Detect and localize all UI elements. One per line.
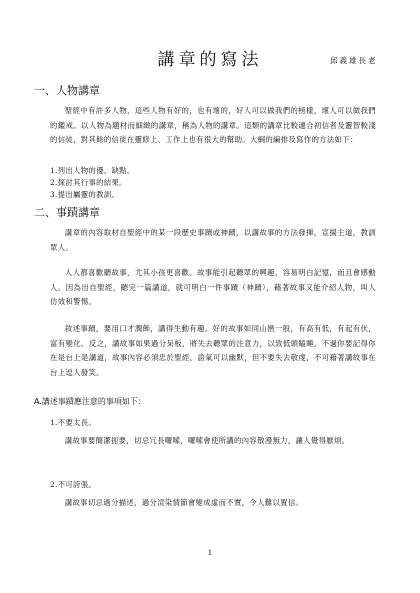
section-2-paragraph-1: 講章的內容取材自聖經中的某一段歷史事蹟或神蹟，以講故事的方法發揮，宣揚主道，教訓眾人。: [50, 228, 376, 252]
section-1-item-3: 3.提出屬靈的教訓。: [50, 190, 120, 199]
section-2-paragraph-2: 人人都喜歡聽故事，尤其小孩更喜歡。故事能引起聽眾的興趣，容易明白記憶，而且會感動人。因為出自聖經，聽完一篇講道，就可明白一件事蹟（神蹟），藉著故事又能介紹人物，叫人仿效和警惕。: [50, 268, 376, 306]
section-1-item-2: 2.探討其行事的結果。: [50, 178, 127, 187]
section-1-paragraph: 聖經中有許多人物，這些人物有好的，也有壞的，好人可以做我們的榜樣，壞人可以做我們的鑑戒。以人物為題材而細緻的講章，稱為人物的講章。這類的講章比較適合初信者及靈智較淺的信徒，對其餘的信徒在靈修上、工作上也有很大的幫助。大綱的編排及寫作的方法如下：: [50, 106, 376, 144]
page-number: 1: [207, 549, 213, 557]
section-2-item-2: 2.不可誇張。: [50, 480, 97, 489]
section-1-item-1: 1.列出人物的優、缺點。: [50, 166, 135, 175]
author-name: 邱義雄長老: [330, 56, 378, 65]
section-2-subheading: A.講述事蹟應注意的事項如下：: [34, 397, 146, 406]
section-2-item-1-text: 講故事要簡潔扼要，切忌冗長囉嗦，囉嗦會使所講的內容散漫無力，讓人覺得厭煩。: [64, 436, 350, 445]
section-2-paragraph-3: 敘述事蹟，要用口才潤飾，講得生動有趣。好的故事如同山巒一般，有高有低，有起有伏，富有變化。反之，講故事如果過分呆板，將失去聽眾的注意力，以致低頭瞌睡。不過你要記得你在是台上是講道，故事內容必須忠於聖經，語氣可以幽默，但不要失去敬虔，不可藉著講故事在台上逗人發笑。: [50, 324, 376, 377]
section-2-item-2-text: 講故事切忌過分描述，過分渲染情節會變成虛而不實，令人難以置信。: [64, 498, 304, 507]
section-heading-1: 一、人物講章: [34, 84, 100, 97]
section-heading-2: 二、事蹟講章: [34, 206, 100, 219]
section-2-item-1: 1.不要太長。: [50, 418, 97, 427]
page-title: 講章的寫法: [157, 50, 263, 70]
